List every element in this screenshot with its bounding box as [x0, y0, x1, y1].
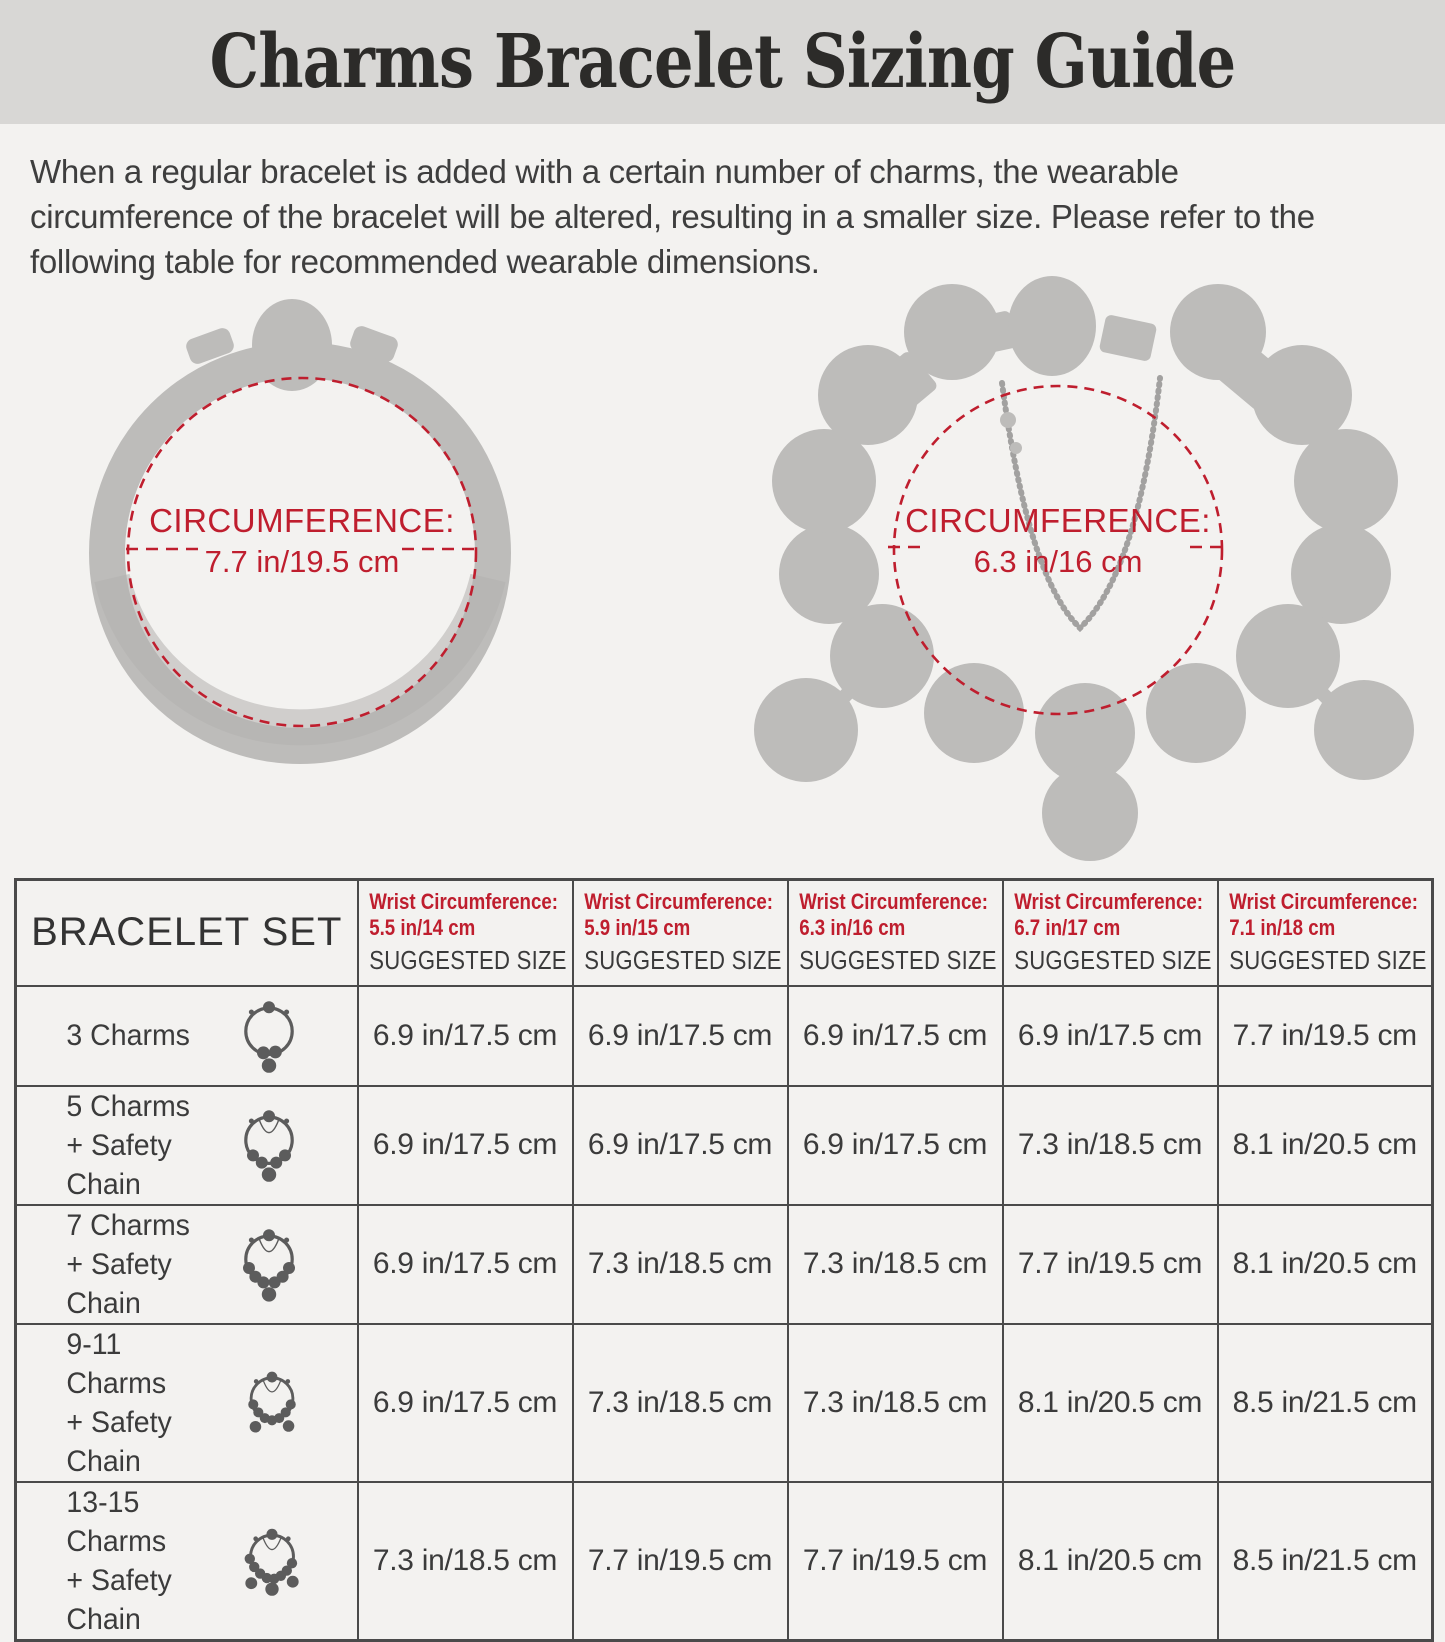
- header-wrist-7.1: [1218, 880, 1433, 986]
- size-cell: 8.5 in/21.5 cm: [1218, 1482, 1433, 1641]
- size-cell: 6.9 in/17.5 cm: [573, 1086, 788, 1205]
- set-label-line2: + Safety Chain: [66, 1247, 172, 1320]
- set-cell: [16, 986, 358, 1086]
- bracelet-13-15-charms-icon: [233, 1524, 311, 1598]
- size-cell: 8.1 in/20.5 cm: [1003, 1482, 1218, 1641]
- wrist-circumference-label: Wrist Circumference:: [1228, 889, 1418, 915]
- circumference-caption: CIRCUMFERENCE:: [149, 502, 455, 539]
- circumference-value: 6.3 in/16 cm: [973, 544, 1143, 580]
- set-cell: [16, 1205, 358, 1324]
- sizing-table-header: [16, 880, 1433, 986]
- size-cell: 7.7 in/19.5 cm: [1003, 1205, 1218, 1324]
- size-cell: 7.7 in/19.5 cm: [788, 1482, 1003, 1641]
- set-label-line1: 7 Charms: [66, 1208, 190, 1242]
- wrist-size: 6.7 in/17 cm: [1013, 915, 1120, 941]
- wrist-size: 7.1 in/18 cm: [1228, 915, 1335, 941]
- wrist-size: 5.5 in/14 cm: [368, 915, 475, 941]
- header-wrist-5.5: [358, 880, 573, 986]
- size-cell: 7.3 in/18.5 cm: [573, 1324, 788, 1482]
- size-cell: 6.9 in/17.5 cm: [573, 986, 788, 1086]
- size-cell: 6.9 in/17.5 cm: [1003, 986, 1218, 1086]
- wrist-circumference-label: Wrist Circumference:: [1013, 889, 1203, 915]
- table-row-13-15-charms: [16, 1482, 1433, 1641]
- wrist-circumference-label: Wrist Circumference:: [798, 889, 988, 915]
- dangle-charm-right: [1304, 675, 1414, 780]
- table-row-9-11-charms: [16, 1324, 1433, 1482]
- set-cell: [16, 1482, 358, 1641]
- wrist-size: 5.9 in/15 cm: [583, 915, 690, 941]
- dangle-charm-left: [754, 675, 866, 782]
- header-wrist-6.7: [1003, 880, 1218, 986]
- header-wrist-5.9: [573, 880, 788, 986]
- suggested-size-label: SUGGESTED SIZE: [368, 945, 567, 976]
- table-row-3-charms: [16, 986, 1433, 1086]
- size-cell: 6.9 in/17.5 cm: [358, 986, 573, 1086]
- size-cell: 7.3 in/18.5 cm: [788, 1205, 1003, 1324]
- table-row-7-charms: [16, 1205, 1433, 1324]
- sizing-table: [14, 878, 1434, 1642]
- size-cell: 7.3 in/18.5 cm: [1003, 1086, 1218, 1205]
- size-cell: 8.1 in/20.5 cm: [1218, 1205, 1433, 1324]
- set-label-line1: 9-11 Charms: [66, 1327, 167, 1400]
- suggested-size-label: SUGGESTED SIZE: [583, 945, 782, 976]
- wrist-circumference-label: Wrist Circumference:: [368, 889, 558, 915]
- size-cell: 8.5 in/21.5 cm: [1218, 1324, 1433, 1482]
- set-label-line2: + Safety Chain: [66, 1563, 172, 1636]
- bracelet-7-charms-icon: [227, 1224, 311, 1304]
- size-cell: 7.7 in/19.5 cm: [573, 1482, 788, 1641]
- set-label-line2: + Safety Chain: [66, 1128, 172, 1201]
- circumference-value: 7.7 in/19.5 cm: [204, 544, 400, 580]
- page-title: Charms Bracelet Sizing Guide: [209, 19, 1236, 105]
- set-label-line1: 5 Charms: [66, 1089, 190, 1123]
- suggested-size-label: SUGGESTED SIZE: [798, 945, 997, 976]
- circumference-caption: CIRCUMFERENCE:: [905, 502, 1211, 539]
- size-cell: 6.9 in/17.5 cm: [358, 1086, 573, 1205]
- set-cell: [16, 1086, 358, 1205]
- size-cell: 6.9 in/17.5 cm: [788, 986, 1003, 1086]
- bracelet-figures: [0, 268, 1445, 870]
- bracelet-9-11-charms-icon: [233, 1367, 311, 1439]
- set-label-line1: 13-15 Charms: [66, 1485, 167, 1558]
- size-cell: 8.1 in/20.5 cm: [1218, 1086, 1433, 1205]
- wrist-circumference-label: Wrist Circumference:: [583, 889, 773, 915]
- suggested-size-label: SUGGESTED SIZE: [1013, 945, 1212, 976]
- plain-bracelet-circumference-label: [149, 500, 455, 582]
- size-cell: 6.9 in/17.5 cm: [788, 1086, 1003, 1205]
- set-label-line1: 3 Charms: [66, 1019, 190, 1052]
- bracelet-5-charms-icon: [227, 1105, 311, 1185]
- size-cell: 7.3 in/18.5 cm: [358, 1482, 573, 1641]
- wrist-size: 6.3 in/16 cm: [798, 915, 905, 941]
- size-cell: 7.3 in/18.5 cm: [788, 1324, 1003, 1482]
- charm-bracelet-circumference-label: [905, 500, 1211, 582]
- size-cell: 6.9 in/17.5 cm: [358, 1205, 573, 1324]
- intro-paragraph: When a regular bracelet is added with a certain number of charms, the wearable circumference of the bracelet will be altered, resulting in a smaller size. Please refer to the following table for recommended wearable dimensions.: [30, 153, 1315, 280]
- header-bracelet-set: BRACELET SET: [16, 880, 358, 986]
- header-wrist-6.3: [788, 880, 1003, 986]
- suggested-size-label: SUGGESTED SIZE: [1228, 945, 1427, 976]
- size-cell: 8.1 in/20.5 cm: [1003, 1324, 1218, 1482]
- bracelet-3-charms-icon: [227, 996, 311, 1076]
- masthead: [0, 0, 1445, 124]
- size-cell: 7.7 in/19.5 cm: [1218, 986, 1433, 1086]
- set-cell: [16, 1324, 358, 1482]
- set-label-line2: + Safety Chain: [66, 1405, 172, 1478]
- table-row-5-charms: [16, 1086, 1433, 1205]
- size-cell: 7.3 in/18.5 cm: [573, 1205, 788, 1324]
- size-cell: 6.9 in/17.5 cm: [358, 1324, 573, 1482]
